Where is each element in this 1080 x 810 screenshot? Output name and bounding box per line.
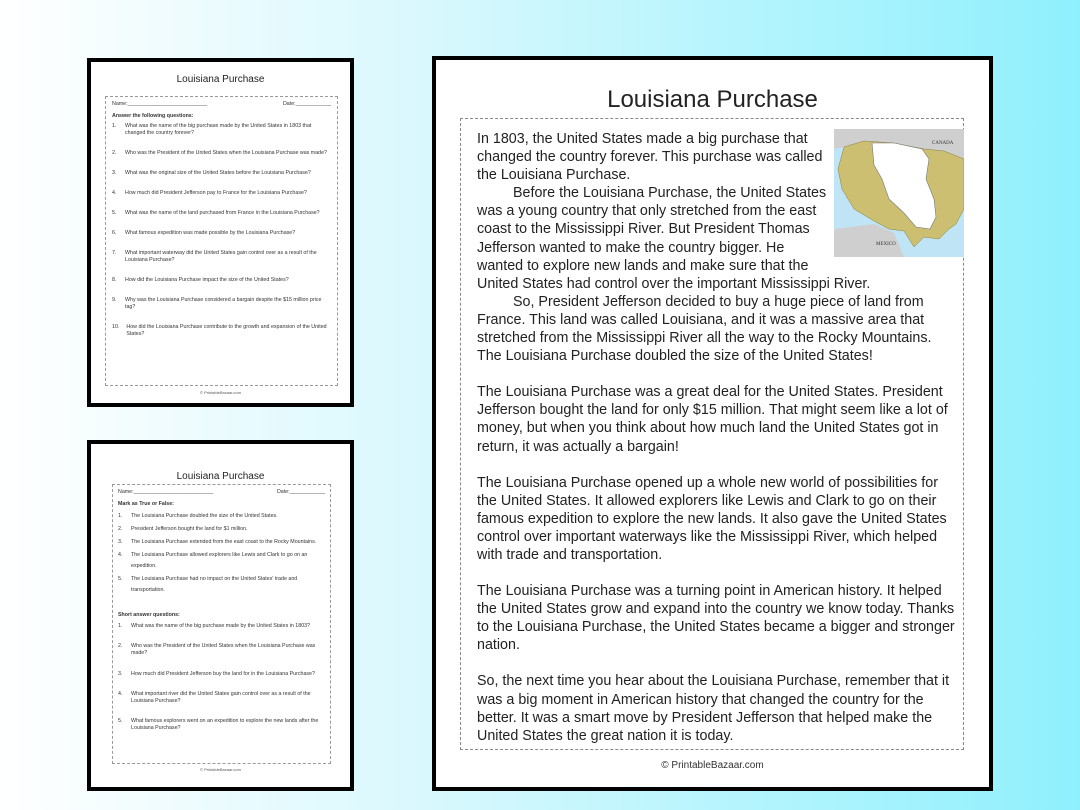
item-text: What important river did the United States gain control over as a result of the Louisiana Purchase? xyxy=(131,691,311,704)
item-text: Why was the Louisiana Purchase considered a bargain despite the $15 million price tag? xyxy=(125,297,322,310)
item-text: What famous expedition was made possible by the Louisiana Purchase? xyxy=(125,230,296,237)
item-text: The Louisiana Purchase doubled the size of the United States. xyxy=(131,513,278,520)
item-number: 1. xyxy=(118,622,123,629)
list-item xyxy=(118,574,325,596)
item-text: The Louisiana Purchase had no impact on the United States' trade and transportation. xyxy=(131,576,298,594)
passage-body xyxy=(477,130,957,763)
item-text: What was the name of the big purchase made by the United States in 1803 that changed the country forever? xyxy=(125,123,312,136)
footer-credit: © PrintableBazaar.com xyxy=(200,390,241,395)
item-text: What famous explorers went on an expedition to explore the new lands after the Louisiana Purchase? xyxy=(131,718,319,732)
item-number: 3. xyxy=(118,539,123,546)
louisiana-purchase-map xyxy=(834,129,964,257)
list-item xyxy=(118,524,325,535)
worksheet-title: Louisiana Purchase xyxy=(176,74,265,85)
list-item xyxy=(112,123,331,136)
list-item xyxy=(112,324,331,337)
section-heading: Answer the following questions: xyxy=(112,112,194,119)
item-text: The Louisiana Purchase extended from the east coast to the Rocky Mountains. xyxy=(131,539,317,546)
item-number: 3. xyxy=(118,670,123,677)
paragraph: The Louisiana Purchase opened up a whole new world of possibilities for the United States. It allowed explorers like Lewis and Clark to go on their famous expedition to explore the new lands. It also gave the United States control over important waterways like the Mississippi River, which helped with trade and transportation. xyxy=(477,474,947,563)
item-text: What was the name of the big purchase made by the United States in 1803? xyxy=(131,622,311,629)
item-text: The Louisiana Purchase allowed explorers like Lewis and Clark to go on an expedition. xyxy=(131,552,308,570)
list-item xyxy=(118,671,325,678)
item-number: 2. xyxy=(112,149,117,156)
name-field: Name:___________________________ xyxy=(118,489,214,495)
list-item xyxy=(118,691,325,704)
item-number: 3. xyxy=(112,170,117,177)
item-text: President Jefferson bought the land for $1 million. xyxy=(131,526,248,533)
item-number: 5. xyxy=(112,210,117,217)
reading-passage-page xyxy=(432,56,993,791)
item-text: What was the original size of the United States before the Louisiana Purchase? xyxy=(125,170,311,177)
date-field: Date:____________ xyxy=(276,489,325,495)
tf-heading: Mark as True or False: xyxy=(118,500,174,507)
item-text: How did the Louisiana Purchase impact the size of the United States? xyxy=(125,277,289,284)
question-list xyxy=(112,123,331,337)
item-number: 8. xyxy=(112,277,117,284)
list-item xyxy=(112,170,331,177)
list-item xyxy=(112,250,331,263)
list-item xyxy=(118,550,325,572)
item-number: 5. xyxy=(118,718,123,725)
item-text: How did the Louisiana Purchase contribute to the growth and expansion of the United States? xyxy=(126,324,327,337)
item-number: 9. xyxy=(112,297,117,304)
item-number: 1. xyxy=(118,513,123,520)
worksheet-frame xyxy=(105,96,338,386)
worksheet-questions-preview[interactable] xyxy=(87,58,354,407)
item-number: 6. xyxy=(112,230,117,237)
item-text: Who was the President of the United States when the Louisiana Purchase was made? xyxy=(125,149,327,156)
list-item xyxy=(112,150,331,157)
map-label-mexico: MEXICO xyxy=(876,242,896,247)
item-number: 1. xyxy=(112,123,117,130)
list-item xyxy=(112,297,331,310)
list-item xyxy=(118,623,325,630)
name-field: Name:___________________________ xyxy=(112,101,208,107)
map-label-canada: CANADA xyxy=(932,141,954,146)
worksheet-title: Louisiana Purchase xyxy=(176,471,265,482)
item-text: How much did President Jefferson pay to France for the Louisiana Purchase? xyxy=(125,190,307,197)
list-item xyxy=(112,277,331,284)
list-item xyxy=(112,190,331,197)
list-item xyxy=(118,511,325,522)
item-number: 5. xyxy=(118,576,123,583)
paragraph: So, the next time you hear about the Louisiana Purchase, remember that it was a big moment in American history that changed the country for the better. It was a smart move by President Jefferson that helped make the United States the great nation it is today. xyxy=(477,673,950,744)
item-text: What was the name of the land purchased from France in the Louisiana Purchase? xyxy=(125,210,320,217)
worksheet-frame xyxy=(112,484,331,764)
list-item xyxy=(112,210,331,217)
item-number: 7. xyxy=(112,250,117,257)
paragraph: The Louisiana Purchase was a great deal for the United States. President Jefferson bought the land for only $15 million. That might seem like a lot of money, but when you think about how much land the United States got in return, it was actually a bargain! xyxy=(477,384,948,455)
short-answer-list xyxy=(118,623,325,732)
paragraph: So, President Jefferson decided to buy a huge piece of land from France. This land was called Louisiana, and it was a massive area that stretched from the Mississippi River all the way to the Rocky Mountains. The Louisiana Purchase doubled the size of the United States! xyxy=(477,293,932,365)
item-number: 4. xyxy=(112,190,117,197)
worksheet-truefalse-preview[interactable] xyxy=(87,440,354,791)
footer-credit: © PrintableBazaar.com xyxy=(200,767,241,772)
true-false-list xyxy=(118,511,325,596)
footer-credit: © PrintableBazaar.com xyxy=(661,760,764,771)
paragraph: In 1803, the United States made a big purchase that changed the country forever. This purchase was called the Louisiana Purchase. xyxy=(477,131,823,184)
page-title: Louisiana Purchase xyxy=(607,86,818,113)
list-item xyxy=(112,230,331,237)
item-text: Who was the President of the United States when the Louisiana Purchase was made? xyxy=(131,643,316,657)
list-item xyxy=(118,718,325,731)
item-number: 2. xyxy=(118,643,123,650)
item-number: 2. xyxy=(118,526,123,533)
list-item xyxy=(118,537,325,548)
item-text: What important waterway did the United States gain control over as a result of the Louisiana Purchase? xyxy=(125,250,317,264)
date-field: Date:____________ xyxy=(282,101,331,107)
short-answer-heading: Short answer questions: xyxy=(118,612,180,619)
item-number: 4. xyxy=(118,552,123,559)
paragraph: Before the Louisiana Purchase, the United States was a young country that only stretched from the east coast to the Mississippi River. But President Thomas Jefferson wanted to make the country bigger. He wanted to explore new lands and make sure that the United States had control over the important Mississippi River. xyxy=(477,185,871,292)
list-item xyxy=(118,643,325,656)
item-number: 10. xyxy=(112,324,120,331)
paragraph: The Louisiana Purchase was a turning point in American history. It helped the United States grow and expand into the country we know today. Thanks to the Louisiana Purchase, the United States became a bigger and stronger nation. xyxy=(477,583,955,654)
item-text: How much did President Jefferson buy the land for in the Louisiana Purchase? xyxy=(131,670,315,677)
item-number: 4. xyxy=(118,691,123,698)
